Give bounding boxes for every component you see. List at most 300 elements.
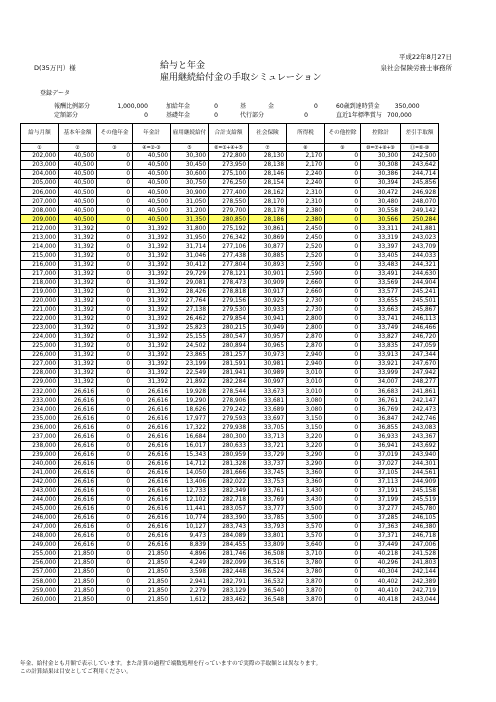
- table-cell: 0: [97, 152, 133, 161]
- table-cell: 0: [325, 414, 361, 423]
- table-cell: 215,000: [21, 251, 59, 260]
- table-row: [21, 477, 439, 486]
- table-cell: 37,199: [361, 495, 401, 504]
- table-cell: 276,250: [209, 179, 249, 188]
- table-cell: 0: [97, 486, 133, 495]
- table-cell: 33,749: [361, 323, 401, 332]
- table-row: [21, 369, 439, 378]
- table-row: [21, 577, 439, 586]
- table-row: [21, 378, 439, 387]
- table-cell: 0: [325, 531, 361, 540]
- table-cell: 2,380: [287, 215, 325, 224]
- table-cell: 0: [97, 251, 133, 260]
- table-cell: 0: [325, 305, 361, 314]
- table-cell: 277,804: [209, 260, 249, 269]
- table-cell: 33,753: [249, 477, 287, 486]
- table-cell: 0: [97, 360, 133, 369]
- table-cell: 31,050: [171, 197, 209, 206]
- table-cell: 276,342: [209, 233, 249, 242]
- table-cell: 0: [325, 332, 361, 341]
- table-cell: 277,106: [209, 242, 249, 251]
- table-cell: 33,745: [249, 468, 287, 477]
- table-cell: 31,392: [133, 251, 171, 260]
- table-cell: 0: [97, 224, 133, 233]
- table-cell: 279,156: [209, 296, 249, 305]
- table-cell: 26,616: [133, 513, 171, 522]
- table-cell: 0: [97, 405, 133, 414]
- table-cell: 226,000: [21, 351, 59, 360]
- table-cell: 40,500: [133, 161, 171, 170]
- table-cell: 30,394: [361, 179, 401, 188]
- table-cell: 0: [325, 296, 361, 305]
- table-cell: 0: [325, 595, 361, 604]
- table-cell: 0: [325, 522, 361, 531]
- table-cell: 0: [97, 296, 133, 305]
- table-cell: 2,240: [287, 179, 325, 188]
- table-cell: 16,684: [171, 432, 209, 441]
- table-cell: 0: [325, 432, 361, 441]
- table-cell: 21,850: [133, 568, 171, 577]
- table-cell: 244,561: [401, 468, 439, 477]
- table-cell: 28,154: [249, 179, 287, 188]
- table-cell: 0: [325, 450, 361, 459]
- reg-value: 350,000: [394, 103, 420, 110]
- table-cell: 40,500: [59, 197, 97, 206]
- table-cell: 2,170: [287, 152, 325, 161]
- table-cell: 0: [325, 568, 361, 577]
- table-cell: 21,850: [133, 586, 171, 595]
- table-cell: 3,500: [287, 504, 325, 513]
- table-cell: 243,642: [401, 161, 439, 170]
- client-label: D(35万円）様: [34, 64, 76, 72]
- table-cell: 26,616: [133, 495, 171, 504]
- table-cell: 0: [97, 459, 133, 468]
- table-cell: 30,925: [249, 296, 287, 305]
- table-cell: 0: [325, 441, 361, 450]
- table-cell: 224,000: [21, 332, 59, 341]
- table-row: [21, 405, 439, 414]
- table-cell: 242,719: [401, 586, 439, 595]
- table-cell: 2,450: [287, 224, 325, 233]
- column-formula: ⑩=⑦+⑧+⑨: [361, 144, 401, 152]
- table-cell: 40,500: [133, 215, 171, 224]
- table-cell: 246,718: [401, 531, 439, 540]
- table-cell: 16,017: [171, 441, 209, 450]
- table-cell: 244,630: [401, 269, 439, 278]
- table-cell: 0: [97, 341, 133, 350]
- table-cell: 2,870: [287, 341, 325, 350]
- table-cell: 33,681: [249, 396, 287, 405]
- table-cell: 282,718: [209, 495, 249, 504]
- column-header: 所得税: [287, 124, 325, 144]
- column-formula: ④=②-③: [133, 144, 171, 152]
- table-cell: 11,441: [171, 504, 209, 513]
- column-header: 雇用継続給付: [171, 124, 209, 144]
- table-cell: 203,000: [21, 161, 59, 170]
- table-cell: 204,000: [21, 170, 59, 179]
- table-cell: 40,500: [59, 161, 97, 170]
- table-cell: 31,392: [59, 332, 97, 341]
- table-row: [21, 242, 439, 251]
- table-cell: 31,200: [171, 206, 209, 215]
- table-cell: 3,710: [287, 550, 325, 559]
- table-cell: 243,367: [401, 432, 439, 441]
- table-cell: 2,800: [287, 323, 325, 332]
- table-cell: 216,000: [21, 260, 59, 269]
- table-cell: 244,321: [401, 260, 439, 269]
- table-cell: 279,938: [209, 423, 249, 432]
- table-cell: 36,933: [361, 432, 401, 441]
- table-cell: 36,941: [361, 441, 401, 450]
- column-header: 差引手取額: [401, 124, 439, 144]
- table-cell: 34,007: [361, 378, 401, 387]
- reg-value: 金: [267, 103, 274, 110]
- table-cell: 0: [97, 197, 133, 206]
- table-row: [21, 468, 439, 477]
- reg-value: 0: [304, 112, 308, 119]
- table-cell: 36,683: [361, 387, 401, 396]
- column-formula: ⑥=①+④+⑤: [209, 144, 249, 152]
- table-cell: 235,000: [21, 414, 59, 423]
- table-cell: 2,520: [287, 251, 325, 260]
- table-cell: 0: [325, 287, 361, 296]
- table-row: [21, 360, 439, 369]
- table-cell: 0: [325, 197, 361, 206]
- table-cell: 31,392: [59, 296, 97, 305]
- table-cell: 0: [97, 323, 133, 332]
- table-cell: 30,917: [249, 287, 287, 296]
- reg-item: [240, 110, 308, 119]
- column-formula: ②: [59, 144, 97, 152]
- table-cell: 243,083: [401, 423, 439, 432]
- table-cell: 0: [325, 495, 361, 504]
- table-cell: 0: [325, 550, 361, 559]
- table-cell: 33,761: [249, 486, 287, 495]
- table-cell: 278,473: [209, 278, 249, 287]
- table-cell: 279,854: [209, 314, 249, 323]
- table-cell: 36,508: [249, 550, 287, 559]
- table-cell: 21,850: [59, 550, 97, 559]
- table-cell: 0: [325, 206, 361, 215]
- table-cell: 31,392: [133, 287, 171, 296]
- table-row: [21, 387, 439, 396]
- table-cell: 26,616: [133, 414, 171, 423]
- table-cell: 278,550: [209, 197, 249, 206]
- table-cell: 12,733: [171, 486, 209, 495]
- table-cell: 0: [325, 468, 361, 477]
- table-cell: 0: [97, 595, 133, 604]
- table-cell: 33,689: [249, 405, 287, 414]
- table-cell: 206,000: [21, 188, 59, 197]
- table-cell: 3,360: [287, 477, 325, 486]
- table-row: [21, 179, 439, 188]
- table-cell: 242,473: [401, 405, 439, 414]
- table-cell: 28,178: [249, 206, 287, 215]
- table-cell: 3,430: [287, 495, 325, 504]
- table-cell: 31,392: [59, 242, 97, 251]
- table-cell: 4,249: [171, 559, 209, 568]
- table-cell: 3,220: [287, 432, 325, 441]
- table-cell: 0: [97, 432, 133, 441]
- table-cell: 29,729: [171, 269, 209, 278]
- table-cell: 28,426: [171, 287, 209, 296]
- table-cell: 26,616: [59, 459, 97, 468]
- table-cell: 30,300: [171, 152, 209, 161]
- table-cell: 31,392: [59, 233, 97, 242]
- table-cell: 24,502: [171, 341, 209, 350]
- table-cell: 242,147: [401, 396, 439, 405]
- reg-value: 1,000,000: [117, 103, 148, 110]
- table-cell: 220,000: [21, 296, 59, 305]
- table-cell: 280,894: [209, 341, 249, 350]
- table-cell: 31,392: [133, 269, 171, 278]
- table-cell: 33,397: [361, 242, 401, 251]
- table-cell: 30,997: [249, 378, 287, 387]
- table-cell: 0: [325, 360, 361, 369]
- table-cell: 31,392: [59, 369, 97, 378]
- table-cell: 26,616: [133, 522, 171, 531]
- reg-value: 0: [144, 112, 148, 119]
- table-cell: 30,981: [249, 360, 287, 369]
- table-cell: 0: [325, 314, 361, 323]
- table-cell: 40,500: [59, 215, 97, 224]
- table-cell: 33,729: [249, 450, 287, 459]
- table-cell: 249,000: [21, 541, 59, 550]
- table-cell: 244,033: [401, 251, 439, 260]
- table-cell: 36,540: [249, 586, 287, 595]
- table-cell: 31,392: [133, 242, 171, 251]
- table-cell: 0: [97, 522, 133, 531]
- table-cell: 281,666: [209, 468, 249, 477]
- column-header: その他控除: [325, 124, 361, 144]
- table-cell: 0: [325, 541, 361, 550]
- table-row: [21, 550, 439, 559]
- table-cell: 26,616: [133, 423, 171, 432]
- table-cell: 221,000: [21, 305, 59, 314]
- reg-label: 代行部分: [240, 112, 265, 119]
- table-cell: 30,750: [171, 179, 209, 188]
- table-cell: 31,392: [59, 351, 97, 360]
- table-cell: 244,904: [401, 278, 439, 287]
- table-cell: 26,616: [59, 477, 97, 486]
- table-cell: 3,780: [287, 559, 325, 568]
- table-cell: 282,284: [209, 378, 249, 387]
- table-cell: 3,870: [287, 595, 325, 604]
- table-row: [21, 504, 439, 513]
- table-cell: 0: [97, 242, 133, 251]
- table-cell: 31,392: [59, 314, 97, 323]
- table-cell: 284,455: [209, 541, 249, 550]
- table-cell: 33,311: [361, 224, 401, 233]
- table-row: [21, 559, 439, 568]
- table-cell: 3,570: [287, 522, 325, 531]
- table-cell: 249,142: [401, 206, 439, 215]
- table-cell: 40,500: [133, 206, 171, 215]
- table-cell: 26,616: [133, 541, 171, 550]
- table-cell: 21,850: [59, 586, 97, 595]
- table-cell: 28,146: [249, 170, 287, 179]
- table-cell: 3,290: [287, 459, 325, 468]
- table-cell: 31,392: [133, 314, 171, 323]
- table-cell: 245,241: [401, 287, 439, 296]
- table-cell: 28,186: [249, 215, 287, 224]
- table-cell: 26,616: [133, 468, 171, 477]
- table-cell: 26,616: [133, 432, 171, 441]
- table-cell: 0: [325, 278, 361, 287]
- table-cell: 15,343: [171, 450, 209, 459]
- table-row: [21, 450, 439, 459]
- table-cell: 31,392: [133, 305, 171, 314]
- table-cell: 33,577: [361, 287, 401, 296]
- table-cell: 0: [97, 477, 133, 486]
- table-cell: 257,000: [21, 568, 59, 577]
- table-cell: 250,284: [401, 215, 439, 224]
- table-cell: 0: [325, 215, 361, 224]
- table-cell: 31,392: [133, 341, 171, 350]
- table-cell: 37,371: [361, 531, 401, 540]
- table-cell: 232,000: [21, 387, 59, 396]
- table-cell: 21,850: [59, 577, 97, 586]
- table-cell: 3,598: [171, 568, 209, 577]
- table-cell: 2,730: [287, 305, 325, 314]
- table-cell: 0: [97, 179, 133, 188]
- table-cell: 212,000: [21, 224, 59, 233]
- table-cell: 40,418: [361, 595, 401, 604]
- table-cell: 0: [325, 242, 361, 251]
- table-cell: 281,328: [209, 459, 249, 468]
- table-cell: 31,392: [133, 296, 171, 305]
- table-cell: 222,000: [21, 314, 59, 323]
- table-cell: 0: [97, 215, 133, 224]
- table-cell: 31,800: [171, 224, 209, 233]
- table-cell: 0: [325, 387, 361, 396]
- table-cell: 31,392: [59, 224, 97, 233]
- table-cell: 28,162: [249, 188, 287, 197]
- table-cell: 237,000: [21, 432, 59, 441]
- table-cell: 26,616: [59, 513, 97, 522]
- table-cell: 30,885: [249, 251, 287, 260]
- document-date: 平成22年8月27日: [398, 53, 452, 61]
- table-cell: 242,389: [401, 577, 439, 586]
- table-cell: 0: [97, 550, 133, 559]
- table-cell: 2,941: [171, 577, 209, 586]
- table-cell: 282,099: [209, 559, 249, 568]
- table-cell: 31,392: [133, 278, 171, 287]
- table-cell: 37,105: [361, 468, 401, 477]
- table-subheader-row: [21, 144, 439, 152]
- table-cell: 0: [325, 459, 361, 468]
- reg-label: 報酬比例部分: [54, 103, 91, 110]
- table-cell: 0: [325, 260, 361, 269]
- table-cell: 21,850: [59, 568, 97, 577]
- table-row: [21, 522, 439, 531]
- table-cell: 245,780: [401, 504, 439, 513]
- table-cell: 246,466: [401, 323, 439, 332]
- table-row: [21, 568, 439, 577]
- table-cell: 0: [97, 206, 133, 215]
- table-cell: 27,138: [171, 305, 209, 314]
- table-cell: 0: [97, 450, 133, 459]
- table-cell: 0: [325, 423, 361, 432]
- table-cell: 282,349: [209, 486, 249, 495]
- table-cell: 12,102: [171, 495, 209, 504]
- table-cell: 31,046: [171, 251, 209, 260]
- table-cell: 280,850: [209, 215, 249, 224]
- table-cell: 26,616: [59, 441, 97, 450]
- table-cell: 272,800: [209, 152, 249, 161]
- table-cell: 30,957: [249, 332, 287, 341]
- table-cell: 3,780: [287, 568, 325, 577]
- table-cell: 26,616: [59, 450, 97, 459]
- table-cell: 0: [325, 170, 361, 179]
- table-row: [21, 414, 439, 423]
- reg-label: 定額部分: [54, 112, 79, 119]
- table-cell: 243,709: [401, 242, 439, 251]
- table-cell: 245,158: [401, 486, 439, 495]
- table-cell: 9,473: [171, 531, 209, 540]
- table-cell: 244,000: [21, 495, 59, 504]
- table-cell: 30,941: [249, 314, 287, 323]
- table-cell: 21,850: [59, 559, 97, 568]
- table-cell: 36,855: [361, 423, 401, 432]
- table-cell: 242,144: [401, 568, 439, 577]
- table-cell: 30,965: [249, 341, 287, 350]
- table-cell: 0: [97, 513, 133, 522]
- column-formula: ⑧: [287, 144, 325, 152]
- table-cell: 275,100: [209, 170, 249, 179]
- reg-label: 直近1年標準賞与: [336, 112, 382, 119]
- table-cell: 33,483: [361, 260, 401, 269]
- table-cell: 26,616: [133, 396, 171, 405]
- table-cell: 0: [97, 531, 133, 540]
- table-cell: 21,850: [59, 595, 97, 604]
- table-cell: 37,285: [361, 513, 401, 522]
- table-cell: 247,942: [401, 369, 439, 378]
- table-cell: 245,000: [21, 504, 59, 513]
- table-cell: 0: [97, 351, 133, 360]
- table-cell: 246,380: [401, 522, 439, 531]
- table-cell: 0: [97, 504, 133, 513]
- table-cell: 31,392: [59, 378, 97, 387]
- table-cell: 1,612: [171, 595, 209, 604]
- table-cell: 207,000: [21, 197, 59, 206]
- table-cell: 22,549: [171, 369, 209, 378]
- table-cell: 40,500: [133, 179, 171, 188]
- table-cell: 0: [325, 396, 361, 405]
- table-cell: 0: [97, 414, 133, 423]
- table-cell: 258,000: [21, 577, 59, 586]
- reg-value: 0: [214, 112, 218, 119]
- table-cell: 26,616: [59, 387, 97, 396]
- table-cell: 205,000: [21, 179, 59, 188]
- table-cell: 3,640: [287, 541, 325, 550]
- reg-label: 60歳到達時賃金: [336, 103, 380, 110]
- page-subtitle: 雇用継続給付金の手取シミュレーション: [160, 73, 322, 83]
- table-cell: 30,989: [249, 369, 287, 378]
- table-cell: 280,633: [209, 441, 249, 450]
- table-cell: 37,191: [361, 486, 401, 495]
- table-cell: 26,616: [133, 387, 171, 396]
- table-cell: 40,500: [59, 170, 97, 179]
- table-cell: 25,823: [171, 323, 209, 332]
- table-cell: 0: [97, 586, 133, 595]
- table-row: [21, 495, 439, 504]
- table-cell: 2,940: [287, 351, 325, 360]
- table-row: [21, 188, 439, 197]
- table-cell: 214,000: [21, 242, 59, 251]
- table-cell: 0: [97, 369, 133, 378]
- table-cell: 28,170: [249, 197, 287, 206]
